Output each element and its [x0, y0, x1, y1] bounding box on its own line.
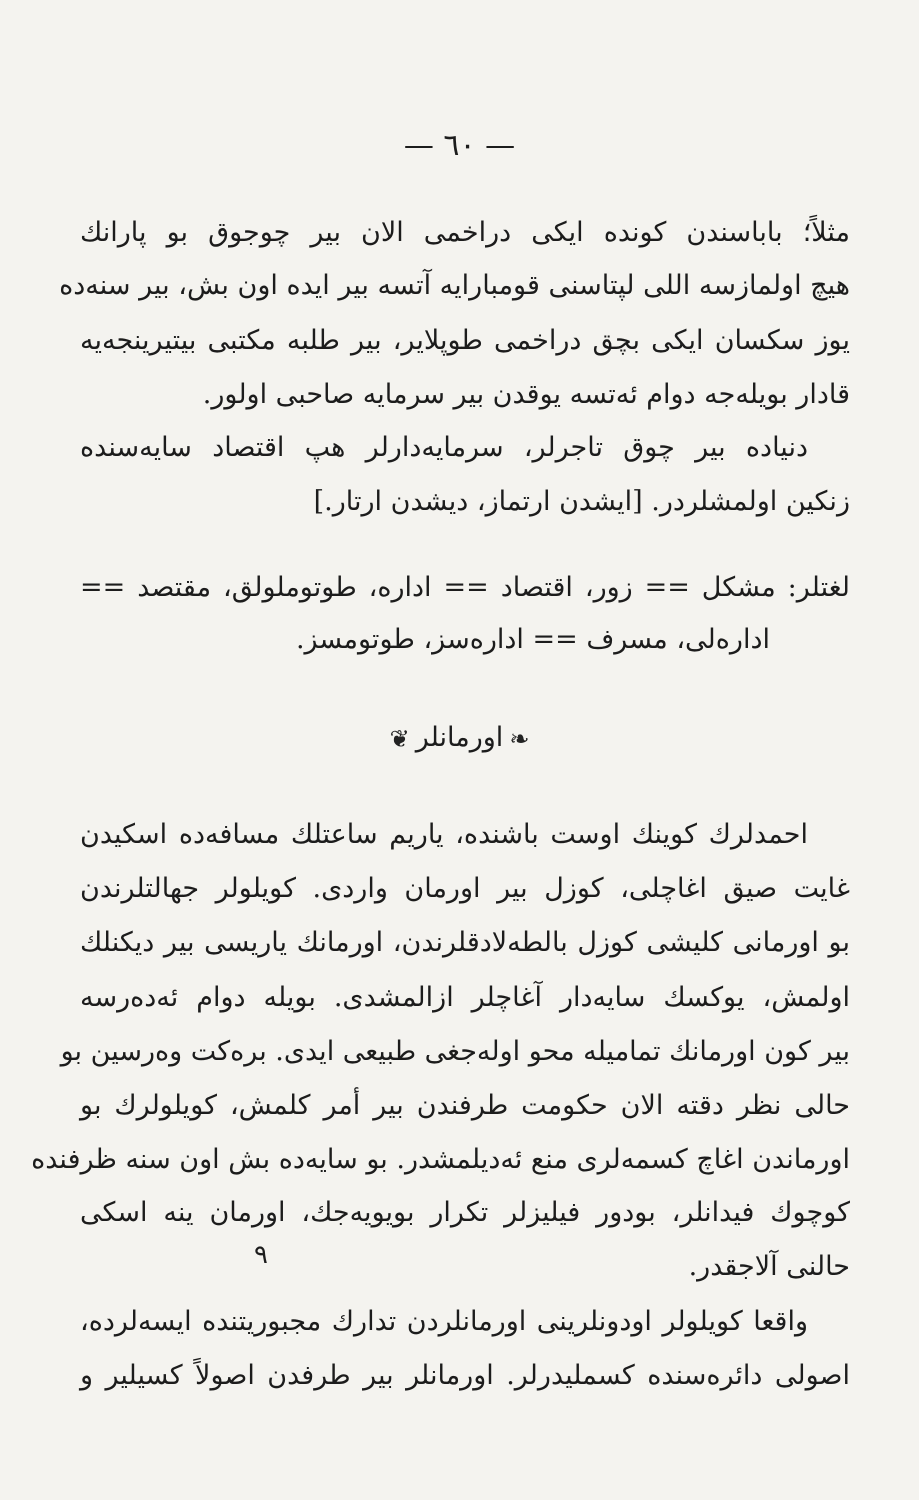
- section-title: اورمانلر: [415, 722, 504, 753]
- paragraph-1-line-2: هیچ اولمازسه اللی لپتاسنی قومبارایه آتسه بیر ایده اون بش، بیر سنه‌ده: [59, 270, 850, 301]
- paragraph-3-line-3: بو اورمانی کلیشی کوزل بالطه‌لادقلرندن، اورمانك یاریسی بیر دیکنلك: [80, 927, 850, 958]
- vocabulary-line-2: اداره‌لی، مسرف == اداره‌سز، طوتومسز.: [295, 624, 770, 655]
- paragraph-3-line-7: اورماندن اغاچ کسمه‌لری منع ئه‌دیلمشدر. بو سایه‌ده بش اون سنه ظرفنده: [31, 1144, 850, 1175]
- page-number: — ٦٠ —: [403, 128, 516, 163]
- paragraph-2-line-1: دنیاده بیر چوق تاجرلر، سرمایه‌دارلر هپ اقتصاد سایه‌سنده: [80, 432, 808, 463]
- ornament-right-icon: ❧: [509, 724, 530, 753]
- paragraph-3-line-4: اولمش، یوکسك سایه‌دار آغاچلر ازالمشدی. بویله دوام ئه‌ده‌رسه: [80, 982, 850, 1013]
- paragraph-1-line-3: یوز سکسان ایکی بچق دراخمی طوپلایر، بیر طلبه مکتبی بیتیرینجه‌یه: [80, 325, 850, 356]
- paragraph-3-line-2: غایت صیق اغاچلی، کوزل بیر اورمان واردی. کویلولر جهالتلرندن: [80, 873, 850, 904]
- paragraph-3-line-8: کوچوك فیدانلر، بودور فیلیزلر تکرار بویویه‌جك، اورمان ینه اسکی: [80, 1197, 850, 1228]
- paragraph-1-line-1: مثلاً؛ بابا‌سندن کونده ایکی دراخمی الان بیر چوجوق بو پارانك: [80, 217, 850, 248]
- paragraph-4-line-1: واقعا کویلولر اودونلرینی اورمانلردن تدارك مجبوریتنده ایسه‌لرده،: [80, 1306, 808, 1337]
- paragraph-3-line-6: حالی نظر دقته الان حکومت طرفندن بیر أمر کلمش، کویلولرك بو: [80, 1090, 850, 1121]
- paragraph-3-line-5: بیر کون اورمانك تمامیله محو اوله‌جغی طبیعی ایدی. بره‌کت وه‌رسین بو: [60, 1036, 850, 1067]
- margin-mark: ٩: [254, 1240, 268, 1270]
- paragraph-3-line-1: احمدلرك کوینك اوست باشنده، یاریم ساعتلك مسافه‌ده اسکیدن: [80, 819, 808, 850]
- paragraph-2-line-2: زنکین اولمشلردر. [ایشدن ارتماز، دیشدن ارتار.]: [313, 486, 850, 517]
- section-heading: [0, 718, 919, 759]
- ornament-left-icon: ❦: [389, 724, 410, 753]
- paragraph-3-line-9: حالنی آلاجقدر.: [688, 1251, 850, 1282]
- paragraph-4-line-2: اصولی دائره‌سنده کسملیدرلر. اورمانلر بیر طرفدن اصولاً کسیلیر و: [80, 1360, 850, 1391]
- paragraph-1-line-4: قادار بویله‌جه دوام ئه‌تسه یوقدن بیر سرمایه صاحبی اولور.: [202, 379, 850, 410]
- vocabulary-line-1: لغتلر: مشکل == زور، اقتصاد == اداره، طوتوملولق، مقتصد ==: [80, 572, 850, 603]
